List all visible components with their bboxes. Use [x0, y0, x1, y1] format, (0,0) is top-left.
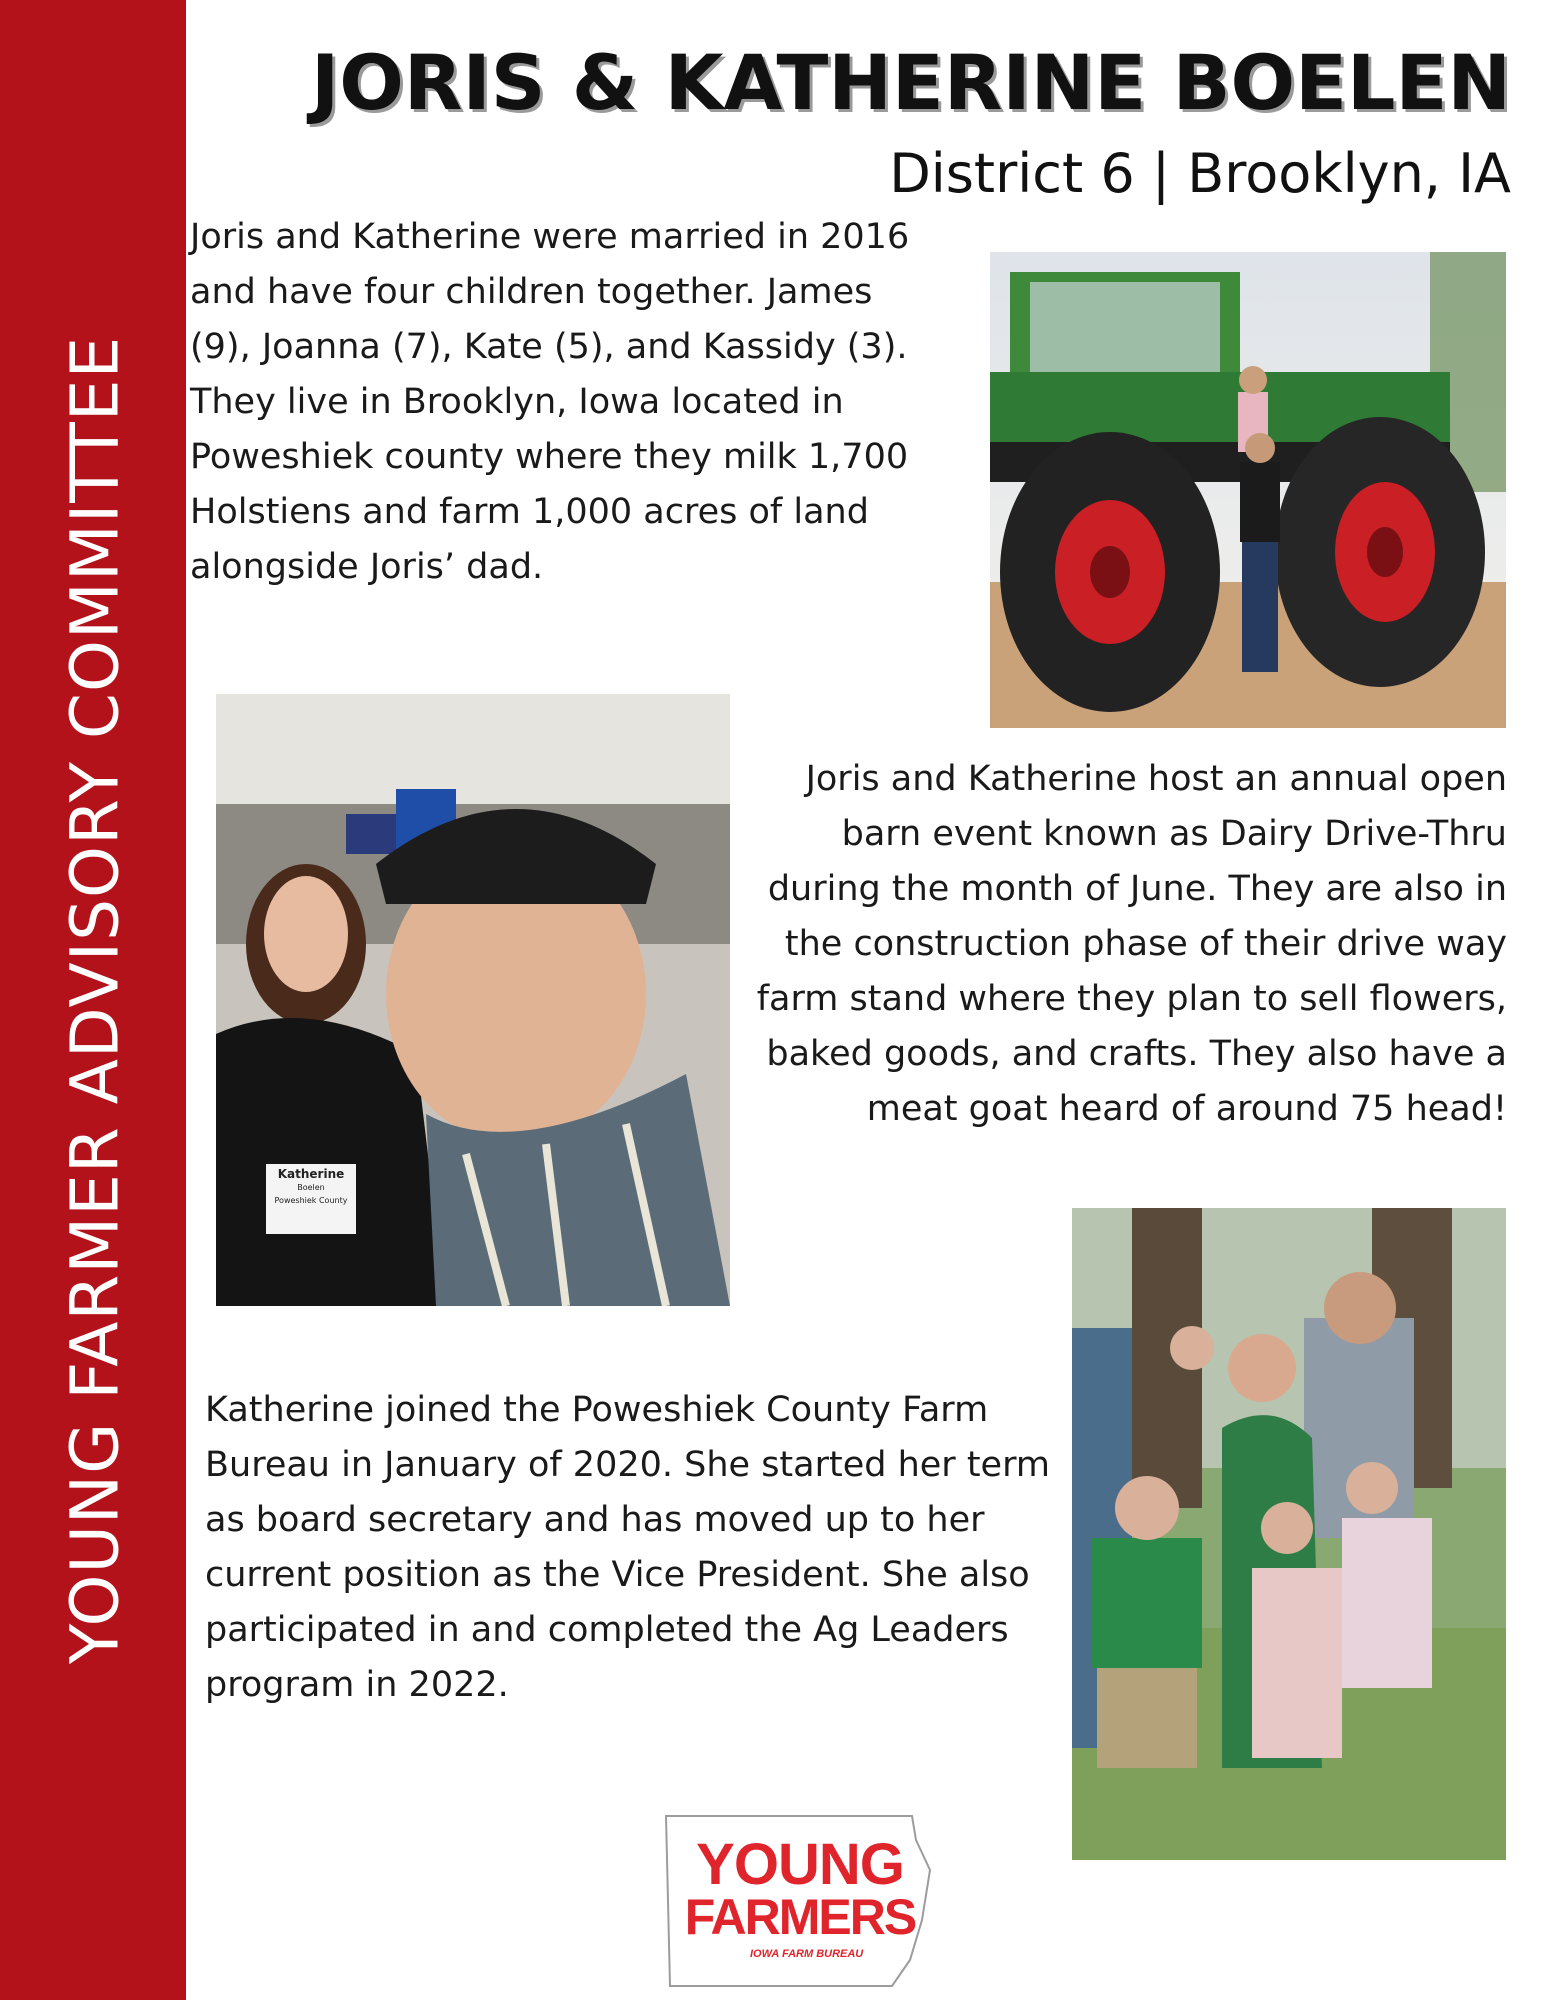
- name-badge-county: Poweshiek County: [274, 1196, 348, 1205]
- name-badge: [266, 1164, 356, 1238]
- logo-org: IOWA FARM BUREAU: [750, 1948, 864, 1960]
- sidebar-committee-label: YOUNG FARMER ADVISORY COMMITTEE: [56, 335, 134, 1665]
- page-subtitle: District 6 | Brooklyn, IA: [889, 142, 1511, 205]
- couple-selfie-photo: [216, 694, 730, 1306]
- logo-farmers: FARMERS: [684, 1889, 916, 1945]
- farm-bureau-paragraph: Katherine joined the Poweshiek County Farm Bureau in January of 2020. She started her term as board secretary and has moved up to her current position as the Vice President. She also participated in and completed the Ag Leaders program in 2022.: [205, 1390, 1050, 1705]
- family-photo: [1072, 1208, 1506, 1860]
- logo-young: YOUNG: [696, 1832, 904, 1897]
- sidebar-banner: [0, 0, 186, 2000]
- name-badge-first: Katherine: [277, 1167, 345, 1181]
- tractor-photo: [990, 252, 1506, 728]
- name-badge-last: Boelen: [297, 1183, 325, 1192]
- young-farmers-logo: [660, 1810, 940, 1990]
- family-paragraph: Joris and Katherine were married in 2016 and have four children together. James (9), Joanna (7), Kate (5), and Kassidy (3). They live in Brooklyn, Iowa located in Poweshiek county where they milk 1,700 Holstiens and farm 1,000 acres of land alongside Joris’ dad.: [190, 217, 910, 587]
- page-title: JORIS & KATHERINE BOELEN: [311, 38, 1511, 127]
- events-paragraph: Joris and Katherine host an annual open barn event known as Dairy Drive-Thru during the month of June. They are also in the construction phase of their drive way farm stand where they plan to sell flowers, baked goods, and crafts. They also have a meat goat heard of around 75 head!: [756, 759, 1507, 1129]
